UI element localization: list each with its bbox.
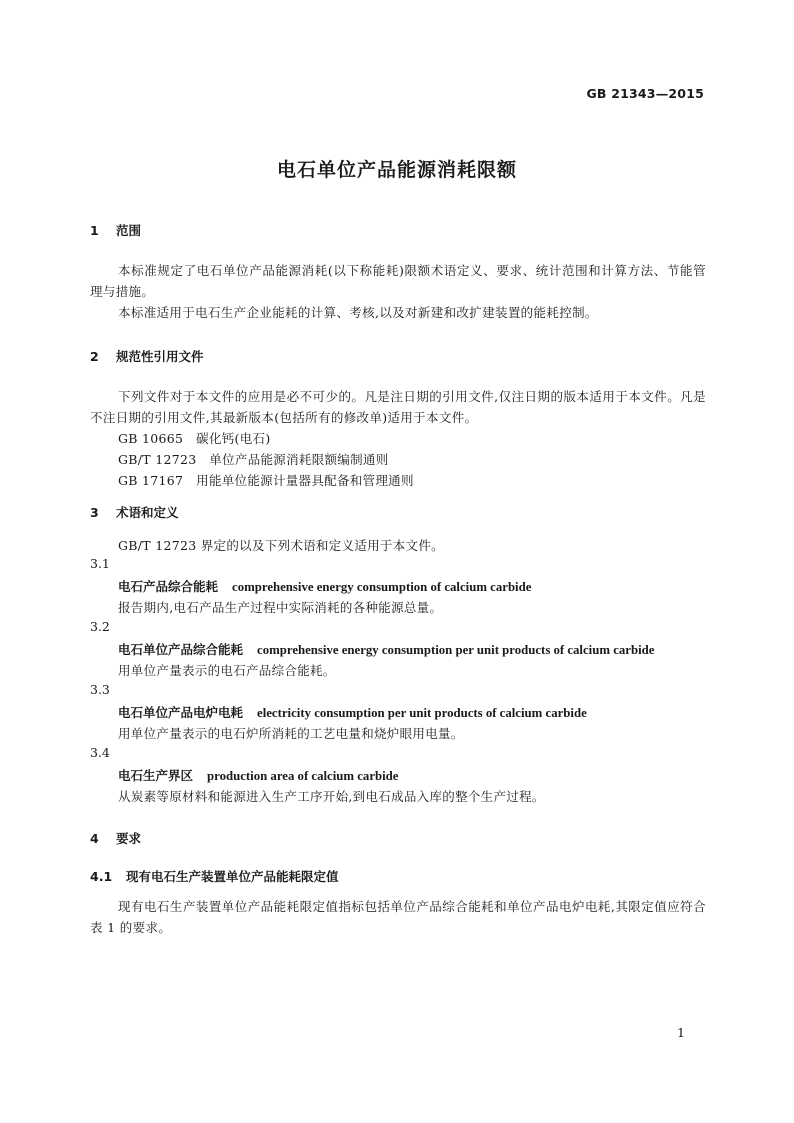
term-english: comprehensive energy consumption per unit products of calcium carbide [257, 643, 655, 657]
term-definition: 用单位产量表示的电石产品综合能耗。 [118, 663, 336, 678]
section-4-heading [90, 829, 141, 847]
section-2-heading [90, 347, 204, 365]
section-3-intro: GB/T 12723 界定的以及下列术语和定义适用于本文件。 [118, 538, 444, 553]
term-number: 3.4 [90, 745, 110, 760]
reference-code: GB 10665 [118, 431, 184, 446]
term-number: 3.2 [90, 619, 110, 634]
term-definition: 用单位产量表示的电石炉所消耗的工艺电量和烧炉眼用电量。 [118, 726, 464, 741]
term-english: comprehensive energy consumption of calcium carbide [232, 580, 532, 594]
term-chinese: 电石生产界区 [118, 768, 194, 783]
reference-title: 单位产品能源消耗限额编制通则 [209, 452, 389, 467]
term-number: 3.3 [90, 682, 110, 697]
normative-reference [118, 428, 271, 449]
reference-title: 用能单位能源计量器具配备和管理通则 [196, 473, 414, 488]
term-number: 3.1 [90, 556, 110, 571]
page-number: 1 [677, 1025, 685, 1040]
term-chinese: 电石单位产品综合能耗 [118, 642, 244, 657]
subsection-number: 4.1 [90, 869, 113, 884]
term-definition: 报告期内,电石产品生产过程中实际消耗的各种能源总量。 [118, 600, 443, 615]
section-title: 规范性引用文件 [116, 349, 204, 364]
section-title: 要求 [116, 831, 142, 846]
standard-code: GB 21343—2015 [586, 86, 704, 101]
term-chinese: 电石产品综合能耗 [118, 579, 219, 594]
section-3-heading [90, 503, 179, 521]
reference-code: GB 17167 [118, 473, 184, 488]
section-title: 术语和定义 [116, 505, 179, 520]
term-heading [118, 576, 531, 595]
term-english: production area of calcium carbide [207, 769, 399, 783]
term-heading [118, 639, 654, 658]
reference-title: 碳化钙(电石) [196, 431, 271, 446]
section-1-paragraph-1: 本标准规定了电石单位产品能源消耗(以下称能耗)限额术语定义、要求、统计范围和计算方法、节能管理与措施。 [90, 263, 706, 299]
section-4-1-paragraph-1: 现有电石生产装置单位产品能耗限定值指标包括单位产品综合能耗和单位产品电炉电耗,其限定值应符合表 1 的要求。 [90, 899, 706, 935]
term-definition: 从炭素等原材料和能源进入生产工序开始,到电石成品入库的整个生产过程。 [118, 789, 545, 804]
subsection-4-1-heading [90, 867, 339, 885]
section-2-paragraph-1: 下列文件对于本文件的应用是必不可少的。凡是注日期的引用文件,仅注日期的版本适用于本文件。凡是不注日期的引用文件,其最新版本(包括所有的修改单)适用于本文件。 [90, 389, 706, 425]
term-heading [118, 702, 587, 721]
section-1-paragraph-2: 本标准适用于电石生产企业能耗的计算、考核,以及对新建和改扩建装置的能耗控制。 [118, 305, 598, 320]
section-number: 4 [90, 831, 99, 846]
section-number: 1 [90, 223, 99, 238]
term-heading [118, 765, 398, 784]
reference-code: GB/T 12723 [118, 452, 197, 467]
document-title: 电石单位产品能源消耗限额 [276, 159, 517, 181]
term-chinese: 电石单位产品电炉电耗 [118, 705, 244, 720]
section-number: 3 [90, 505, 99, 520]
normative-reference [118, 449, 389, 470]
subsection-title: 现有电石生产装置单位产品能耗限定值 [126, 869, 339, 884]
normative-reference [118, 470, 414, 491]
section-title: 范围 [116, 223, 142, 238]
section-number: 2 [90, 349, 99, 364]
section-1-heading [90, 221, 141, 239]
term-english: electricity consumption per unit products of calcium carbide [257, 706, 587, 720]
